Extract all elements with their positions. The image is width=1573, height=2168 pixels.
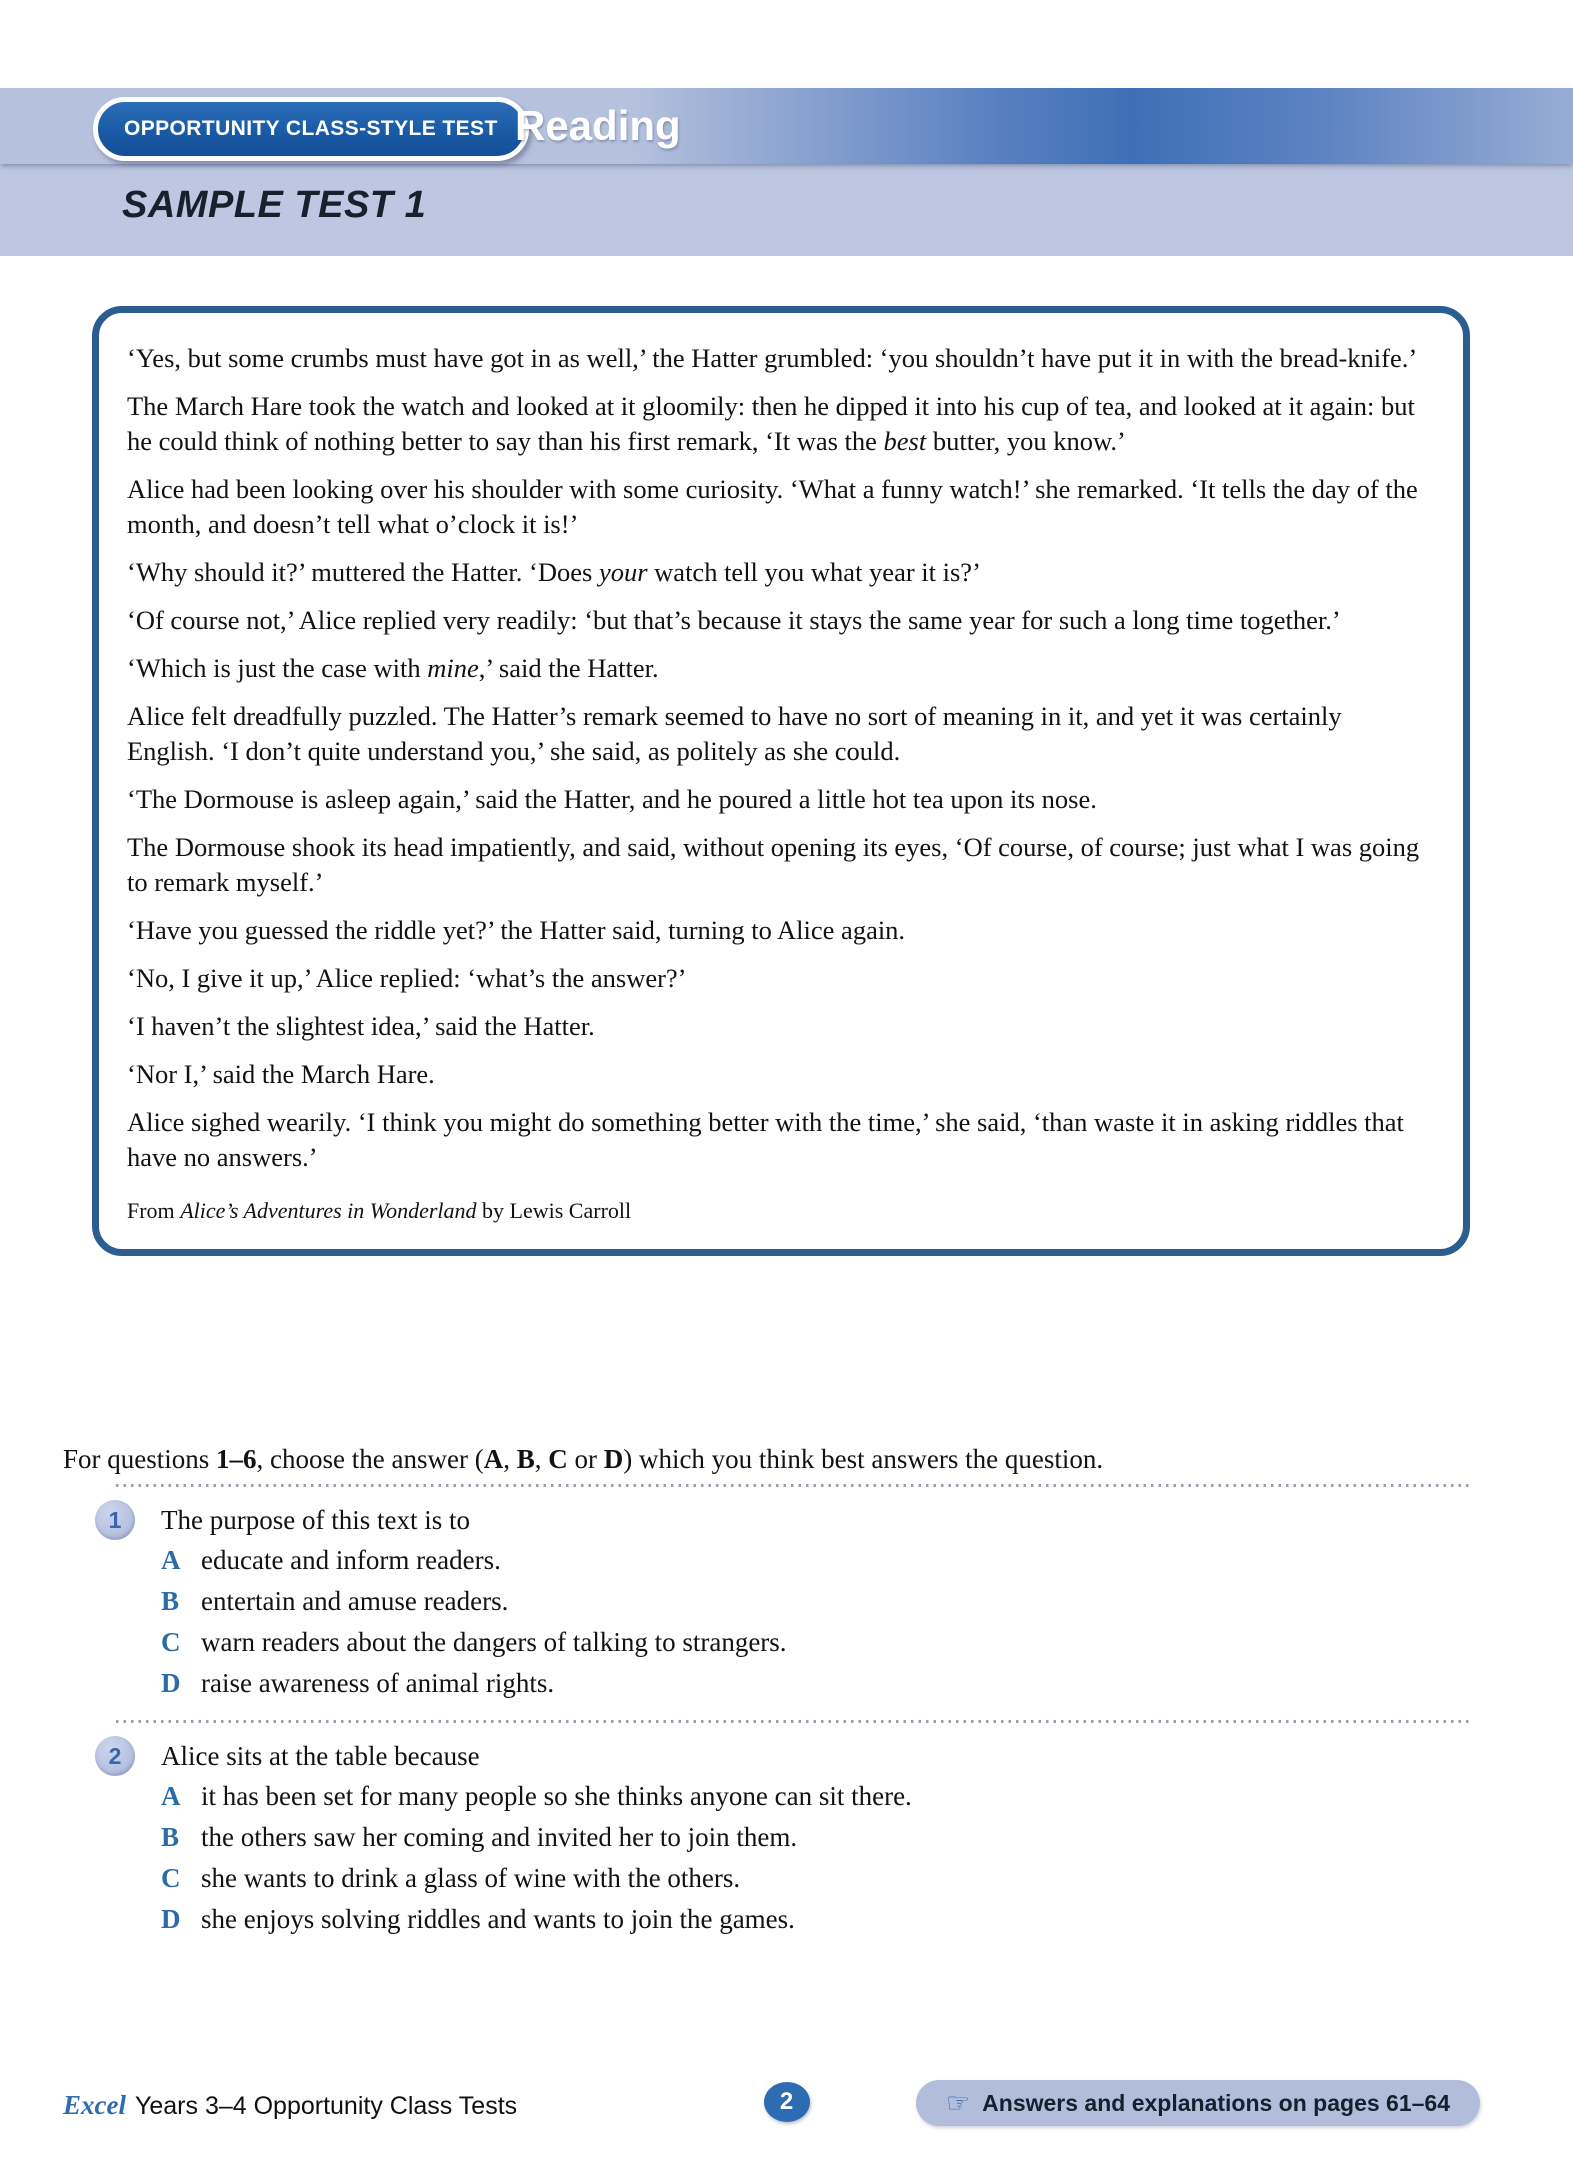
text-segment: watch tell you what year it is?’ [647, 557, 981, 587]
option-text: it has been set for many people so she thinks anyone can sit there. [201, 1781, 912, 1811]
sample-test-title: SAMPLE TEST 1 [122, 184, 427, 226]
dotted-separator [116, 1484, 1470, 1487]
text-segment: , [503, 1444, 517, 1474]
text-segment: ‘Yes, but some crumbs must have got in as well,’ the Hatter grumbled: ‘you shouldn’t have put it in with the bread-knife.’ [127, 343, 1418, 373]
passage-paragraph [127, 699, 1433, 769]
option-row [161, 1776, 912, 1817]
option-row [161, 1858, 912, 1899]
option-letter: A [161, 1545, 181, 1575]
text-segment: ‘Nor I,’ said the March Hare. [127, 1059, 435, 1089]
option-row [161, 1540, 787, 1581]
option-row [161, 1817, 912, 1858]
text-segment: butter, you know.’ [926, 426, 1126, 456]
option-letter: D [161, 1668, 181, 1698]
dotted-separator [116, 1720, 1470, 1723]
passage-paragraph [127, 651, 1433, 686]
page-number-badge: 2 [764, 2082, 810, 2122]
text-segment: From [127, 1198, 181, 1223]
passage-paragraph [127, 961, 1433, 996]
option-text: the others saw her coming and invited her to join them. [201, 1822, 798, 1852]
text-segment: 1–6 [216, 1444, 257, 1474]
text-segment: Alice felt dreadfully puzzled. The Hatter’s remark seemed to have no sort of meaning in it, and yet it was certainly English. ‘I don’t quite understand you,’ she said, as politely as she could. [127, 701, 1342, 766]
text-segment: For questions [63, 1444, 217, 1474]
question-row [0, 1500, 1573, 1704]
text-segment: The March Hare took the watch and looked at it gloomily: then he dipped it into his cup of tea, and looked at it again: but he could think of nothing better to say than his first remark, ‘It was the [127, 391, 1415, 456]
passage-paragraph [127, 472, 1433, 542]
option-letter: D [161, 1904, 181, 1934]
option-text: she enjoys solving riddles and wants to join the games. [201, 1904, 795, 1934]
question-body [161, 1736, 912, 1940]
question-number-badge [95, 1736, 135, 1776]
question-text: Alice sits at the table because [161, 1741, 480, 1771]
subject-title: Reading [515, 102, 681, 149]
text-segment: , [534, 1444, 549, 1474]
text-segment: ‘Why should it?’ muttered the Hatter. ‘Does [127, 557, 599, 587]
text-segment: Alice sighed wearily. ‘I think you might do something better with the time,’ she said, ‘than waste it in asking riddles that have no answers.’ [127, 1107, 1404, 1172]
question-number-badge [95, 1500, 135, 1540]
option-letter: C [161, 1627, 181, 1657]
text-segment: D [603, 1444, 624, 1474]
text-segment: mine [427, 653, 479, 683]
header-subband [0, 164, 1573, 256]
option-row [161, 1899, 912, 1940]
text-segment: ‘Which is just the case with [127, 653, 428, 683]
question-row [0, 1736, 1573, 1940]
test-type-badge [93, 97, 529, 161]
option-letter: B [161, 1822, 180, 1852]
brand-name: Excel [63, 2090, 126, 2120]
question-block [0, 1484, 1573, 1720]
passage-paragraph [127, 1009, 1433, 1044]
test-type-label: OPPORTUNITY CLASS-STYLE TEST [124, 117, 498, 140]
option-letter: B [161, 1586, 180, 1616]
header-band [0, 88, 1573, 164]
option-text: raise awareness of animal rights. [201, 1668, 555, 1698]
pointing-hand-icon: ☞ [945, 2087, 971, 2119]
passage-paragraph [127, 782, 1433, 817]
text-segment: ‘I haven’t the slightest idea,’ said the Hatter. [127, 1011, 595, 1041]
text-segment: , choose the answer ( [256, 1444, 484, 1474]
book-title [63, 2090, 517, 2121]
passage-paragraph [127, 1057, 1433, 1092]
option-row [161, 1622, 787, 1663]
questions-section [0, 1484, 1573, 1956]
option-row [161, 1663, 787, 1704]
page-header [0, 88, 1573, 256]
question-text: The purpose of this text is to [161, 1505, 470, 1535]
reading-passage-box [92, 306, 1470, 1256]
passage-paragraph [127, 1105, 1433, 1175]
text-segment: your [598, 557, 648, 587]
text-segment: Alice had been looking over his shoulder with some curiosity. ‘What a funny watch!’ she remarked. ‘It tells the day of the month, and doesn’t tell what o’clock it is!’ [127, 474, 1418, 539]
text-segment: A [483, 1444, 504, 1474]
question-number: 1 [108, 1506, 122, 1533]
text-segment: Alice’s Adventures in Wonderland [180, 1198, 477, 1223]
text-segment: The Dormouse shook its head impatiently, and said, without opening its eyes, ‘Of course, of course; just what I was going to remark myself.’ [127, 832, 1420, 897]
page-footer [0, 2078, 1573, 2138]
question-block [0, 1720, 1573, 1956]
text-segment: ‘Have you guessed the riddle yet?’ the Hatter said, turning to Alice again. [127, 915, 906, 945]
passage-source [127, 1197, 1433, 1225]
passage-paragraphs [127, 341, 1433, 1175]
option-row [161, 1581, 787, 1622]
question-options [161, 1540, 787, 1704]
question-options [161, 1776, 912, 1940]
text-segment: ) which you think best answers the question. [623, 1444, 1104, 1474]
question-number: 2 [108, 1742, 122, 1769]
option-letter: A [161, 1781, 181, 1811]
question-body [161, 1500, 787, 1704]
passage-paragraph [127, 341, 1433, 376]
text-segment: best [883, 426, 927, 456]
text-segment: ‘No, I give it up,’ Alice replied: ‘what’s the answer?’ [127, 963, 687, 993]
option-text: educate and inform readers. [201, 1545, 501, 1575]
passage-paragraph [127, 555, 1433, 590]
option-text: warn readers about the dangers of talking to strangers. [201, 1627, 787, 1657]
passage-paragraph [127, 913, 1433, 948]
passage-paragraph [127, 603, 1433, 638]
option-text: entertain and amuse readers. [201, 1586, 509, 1616]
text-segment: ‘Of course not,’ Alice replied very readily: ‘but that’s because it stays the same year for such a long time together.’ [127, 605, 1341, 635]
passage-paragraph [127, 830, 1433, 900]
series-title: Years 3–4 Opportunity Class Tests [134, 2092, 518, 2120]
text-segment: ,’ said the Hatter. [478, 653, 659, 683]
option-letter: C [161, 1863, 181, 1893]
text-segment: by Lewis Carroll [476, 1198, 632, 1223]
passage-paragraph [127, 389, 1433, 459]
instruction-text [63, 1442, 1473, 1476]
answers-reference-text: Answers and explanations on pages 61–64 [982, 2089, 1450, 2116]
text-segment: or [567, 1444, 604, 1474]
text-segment: B [516, 1444, 535, 1474]
text-segment: C [548, 1444, 568, 1474]
text-segment: ‘The Dormouse is asleep again,’ said the Hatter, and he poured a little hot tea upon its nose. [127, 784, 1097, 814]
option-text: she wants to drink a glass of wine with the others. [201, 1863, 741, 1893]
answers-reference-pill [916, 2080, 1480, 2126]
